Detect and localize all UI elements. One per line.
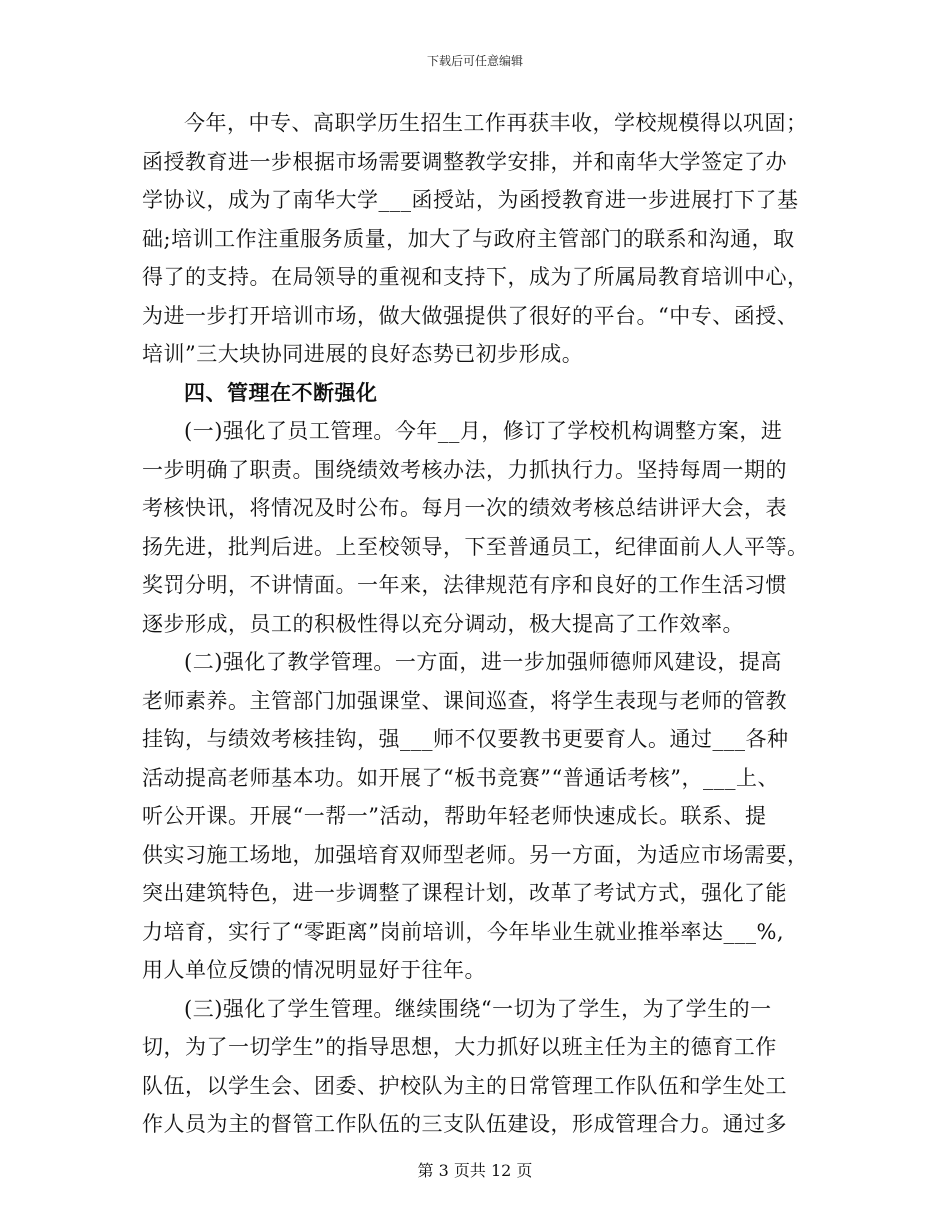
section-heading: 四、管理在不断强化 <box>184 379 378 405</box>
text-line: (一)强化了员工管理。今年__月，修订了学校机构调整方案，进 <box>184 419 783 443</box>
text-line: 奖罚分明，不讲情面。一年来，法律规范有序和良好的工作生活习惯 <box>142 573 787 597</box>
text-line: 培训”三大块协同进展的良好态势已初步形成。 <box>142 342 584 366</box>
text-line: 活动提高老师基本功。如开展了“板书竞赛”“普通话考核”，___上、 <box>142 765 779 790</box>
paragraph-student-management <box>142 990 812 1144</box>
text-line: 供实习施工场地，加强培育双师型老师。另一方面，为适应市场需要， <box>142 842 809 867</box>
paragraph-enrollment <box>142 104 812 374</box>
text-line: 用人单位反馈的情况明显好于往年。 <box>142 958 486 982</box>
text-line: 一步明确了职责。围绕绩效考核办法，力抓执行力。坚持每周一期的 <box>142 457 787 482</box>
page-footer: 第 3 页共 12 页 <box>417 1161 533 1180</box>
text-line: 今年，中专、高职学历生招生工作再获丰收，学校规模得以巩固； <box>184 111 808 135</box>
paragraph-teaching-management <box>142 643 812 990</box>
text-line: (三)强化了学生管理。继续围绕“一切为了学生，为了学生的一 <box>184 996 772 1021</box>
text-line: 作人员为主的督管工作队伍的三支队伍建设，形成管理合力。通过多 <box>142 1112 787 1136</box>
text-line: 切，为了一切学生”的指导思想，大力抓好以班主任为主的德育工作 <box>142 1035 777 1059</box>
text-line: 突出建筑特色，进一步调整了课程计划，改革了考试方式，强化了能 <box>142 881 787 905</box>
text-line: 力培育，实行了“零距离”岗前培训，今年毕业生就业推举率达___%, <box>142 919 785 944</box>
text-line: 挂钩，与绩效考核挂钩，强___师不仅要教书更要育人。通过___各种 <box>142 727 789 751</box>
document-body <box>142 104 812 1144</box>
text-line: 扬先进，批判后进。上至校领导，下至普通员工，纪律面前人人平等。 <box>142 534 809 559</box>
text-line: 础;培训工作注重服务质量，加大了与政府主管部门的联系和沟通，取 <box>142 226 795 251</box>
text-line: 队伍，以学生会、团委、护校队为主的日常管理工作队伍和学生处工 <box>142 1073 787 1098</box>
text-line: 听公开课。开展“一帮一”活动，帮助年轻老师快速成长。联系、提 <box>142 804 767 828</box>
text-line: 为进一步打开培训市场，做大做强提供了很好的平台。“中专、函授、 <box>142 303 799 328</box>
page-header: 下载后可任意编辑 <box>426 54 523 68</box>
text-line: 逐步形成，员工的积极性得以充分调动，极大提高了工作效率。 <box>142 611 744 636</box>
paragraph-staff-management <box>142 412 812 643</box>
text-line: 得了的支持。在局领导的重视和支持下，成为了所属局教育培训中心， <box>142 265 809 289</box>
text-line: 老师素养。主管部门加强课堂、课间巡查，将学生表现与老师的管教 <box>142 688 787 713</box>
text-line: 考核快讯，将情况及时公布。每月一次的绩效考核总结讲评大会，表 <box>142 496 787 520</box>
text-line: 函授教育进一步根据市场需要调整教学安排，并和南华大学签定了办 <box>142 149 787 174</box>
text-line: 学协议，成为了南华大学___函授站，为函授教育进一步进展打下了基 <box>142 188 799 212</box>
text-line: (二)强化了教学管理。一方面，进一步加强师德师风建设，提高 <box>184 650 782 674</box>
